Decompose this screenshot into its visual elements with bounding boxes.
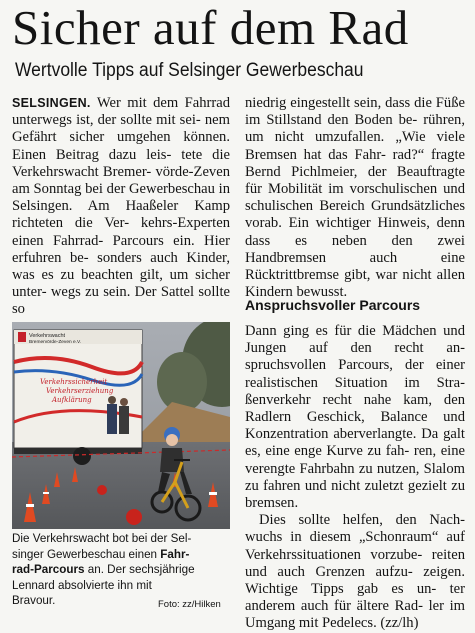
photo-credit: Foto: zz/Hilken bbox=[158, 599, 221, 610]
article-column-2 bbox=[245, 95, 465, 301]
trailer-script-3: Aufklärung bbox=[52, 396, 92, 404]
caption-line-2 bbox=[12, 547, 217, 563]
article-photo bbox=[12, 322, 230, 529]
caption-line-3-bold: rad-Parcours bbox=[12, 562, 85, 577]
col2-text: niedrig eingestellt sein, dass die Füße im Stillstand den Boden be- rühren, um nicht umzufallen. „Wie viele Bremsen hat das Fahr- rad?“ fragte Bernd Pichlmeier, der Beauftragte für Mobilität im vorschulischen und schulischen Bereich Grundsätzliches vorab. Ein wichtiger Hinweis, denn dass es neben den zwei Handbremsen auch eine Rücktrittbremse gibt, war nicht allen Kindern bewusst. bbox=[245, 95, 465, 301]
article-column-2-continued bbox=[245, 323, 465, 633]
trailer-sign-line2: Bremervörde-Zeven e.V. bbox=[29, 340, 82, 345]
trailer-script-2: Verkehrserziehung bbox=[46, 387, 114, 395]
dateline: SELSINGEN. bbox=[12, 96, 91, 110]
crosshead: Anspruchsvoller Parcours bbox=[245, 297, 421, 313]
caption-line-1: Die Verkehrswacht bot bei der Sel- bbox=[12, 531, 192, 545]
col1-text: Wer mit dem Fahrrad unterwegs ist, der sollte mit sei- nem Gefährt sicher umgehen können. Einen Beitrag dazu leis- tete die Verkehrswacht Bremer- vörde-Zeven am Sonntag bei der Gewerbeschau in Selsingen. Am Haaßeler Kamp richteten die Ver- kehrs-Experten einen Fahrrad- Parcours ein. Hier erfuhren be- sonders auch Kinder, was es zu beachten gilt, um sicher unter- wegs zu sein. Der Sattel sollte so bbox=[12, 95, 231, 318]
caption-line-5: Bravour. bbox=[12, 593, 56, 608]
headline: Sicher auf dem Rad bbox=[12, 0, 409, 55]
trailer bbox=[14, 330, 142, 465]
col2b-paragraph-2: Dies sollte helfen, den Nach- wuchs in diesem „Schonraum“ auf Verkehrssituationen vorzube- reiten und auch Grenzen aufzu- zeigen. Wichtige Tipps gab es un- ter anderem auch für ältere Rad- ler im Umgang mit Pedelecs. (zz/lh) bbox=[245, 512, 465, 632]
caption-line-4: Lennard absolvierte ihn mit bbox=[12, 577, 152, 592]
caption-line-2-bold: Fahr- bbox=[160, 546, 190, 561]
photo-caption bbox=[12, 531, 217, 609]
trailer-sign-line1: Verkehrswacht bbox=[29, 333, 66, 339]
article-column-1 bbox=[12, 95, 230, 319]
subheadline: Wertvolle Tipps auf Selsinger Gewerbeschau bbox=[15, 60, 364, 81]
caption-line-3 bbox=[12, 562, 217, 578]
caption-line-3-text: an. Der sechsjährige bbox=[84, 562, 195, 577]
caption-line-2-text: singer Gewerbeschau einen bbox=[12, 546, 161, 561]
trailer-script-1: Verkehrssicherheit bbox=[40, 378, 108, 386]
col2b-paragraph-1: Dann ging es für die Mädchen und Jungen auf den recht an- spruchsvollen Parcours, der einer realistischen Situation im Stra- ßenverkehr recht nahe kam, den Radlern Geschick, Balance und Konzentration aberverlangte. Da galt es, eine enge Kurve zu fah- ren, eine verengte Fahrbahn zu nutzen, Slalom zu fahren und nicht zuletzt gezielt zu bremsen. bbox=[245, 323, 465, 512]
